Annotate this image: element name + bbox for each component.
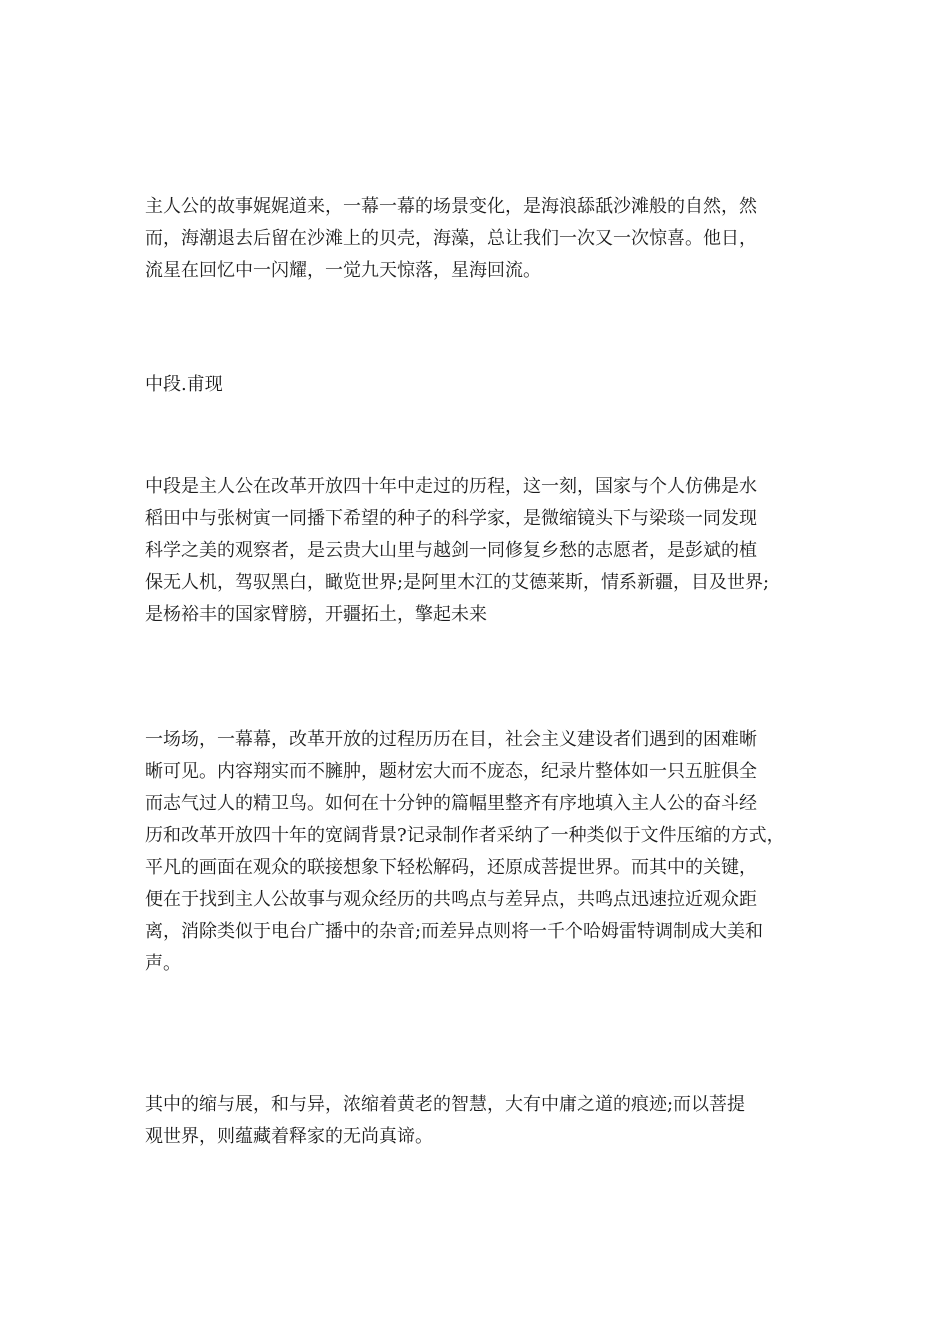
text-line: 便在于找到主人公故事与观众经历的共鸣点与差异点，共鸣点迅速拉近观众距: [145, 889, 757, 910]
text-line: 主人公的故事娓娓道来，一幕一幕的场景变化，是海浪舔舐沙滩般的自然，然: [145, 196, 757, 217]
text-line: 历和改革开放四十年的宽阔背景?记录制作者采纳了一种类似于文件压缩的方式，: [145, 825, 785, 846]
text-line: 科学之美的观察者，是云贵大山里与越剑一同修复乡愁的志愿者，是彭斌的植: [145, 540, 757, 561]
paragraph-2: [145, 471, 825, 631]
text-line: 中段是主人公在改革开放四十年中走过的历程，这一刻，国家与个人仿佛是水: [145, 476, 757, 497]
text-line: 观世界，则蕴藏着释家的无尚真谛。: [145, 1126, 433, 1147]
text-line: 而志气过人的精卫鸟。如何在十分钟的篇幅里整齐有序地填入主人公的奋斗经: [145, 793, 757, 814]
text-line: 而，海潮退去后留在沙滩上的贝壳，海藻，总让我们一次又一次惊喜。他日，: [145, 228, 757, 249]
section-heading: 中段.甫现: [145, 374, 223, 395]
paragraph-4: [145, 1089, 825, 1153]
text-line: 其中的缩与展，和与异，浓缩着黄老的智慧，大有中庸之道的痕迹;而以菩提: [145, 1094, 746, 1115]
text-line: 一场场，一幕幕，改革开放的过程历历在目，社会主义建设者们遇到的困难晰: [145, 729, 757, 750]
text-line: 平凡的画面在观众的联接想象下轻松解码，还原成菩提世界。而其中的关键，: [145, 857, 757, 878]
paragraph-1: [145, 191, 825, 287]
text-line: 是杨裕丰的国家臂膀，开疆拓土，擎起未来: [145, 604, 487, 625]
paragraph-3: [145, 724, 825, 980]
text-line: 稻田中与张树寅一同播下希望的种子的科学家，是微缩镜头下与梁琰一同发现: [145, 508, 757, 529]
text-line: 晰可见。内容翔实而不臃肿，题材宏大而不庞态，纪录片整体如一只五脏俱全: [145, 761, 757, 782]
text-line: 流星在回忆中一闪耀，一觉九天惊落，星海回流。: [145, 260, 541, 281]
text-line: 离，消除类似于电台广播中的杂音;而差异点则将一千个哈姆雷特调制成大美和: [145, 921, 764, 942]
text-line: 保无人机，驾驭黑白，瞰览世界;是阿里木江的艾德莱斯，情系新疆，目及世界;: [145, 572, 770, 593]
text-line: 声。: [145, 953, 181, 974]
